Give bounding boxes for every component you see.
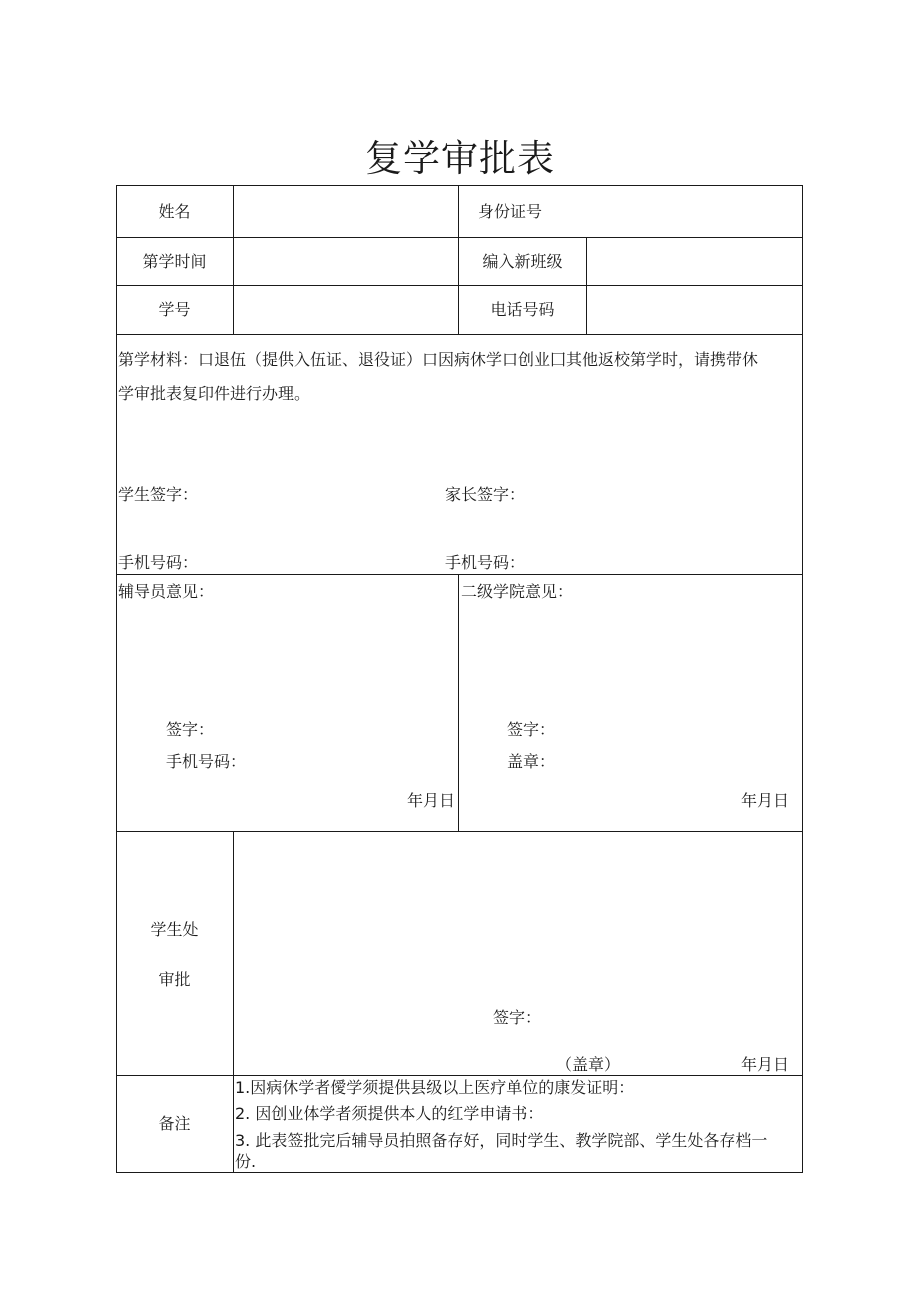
new-class-label: 编入新班级	[482, 252, 563, 271]
college-seal-label: 盖章：	[507, 752, 556, 771]
student-no-field[interactable]	[234, 286, 458, 334]
remark-note-3-line-2: 份.	[235, 1152, 257, 1171]
materials-line-1: 第学材料：口退伍（提供入伍证、退役证）口因病休学口创业囗其他返校第学时，请携带休	[118, 350, 759, 369]
student-signature-label: 学生签字：	[118, 485, 199, 504]
id-number-field[interactable]	[586, 186, 802, 237]
counselor-date-label: 年月日	[407, 791, 456, 810]
return-time-label: 第学时间	[142, 252, 207, 271]
new-class-field[interactable]	[587, 238, 802, 285]
name-field[interactable]	[234, 186, 458, 237]
form-title: 复学审批表	[365, 137, 555, 180]
college-signature-label: 签字：	[507, 720, 556, 739]
row-divider	[116, 1075, 803, 1076]
office-date-label: 年月日	[741, 1055, 790, 1074]
row-divider	[116, 334, 803, 335]
college-date-label: 年月日	[741, 791, 790, 810]
parent-signature-label: 家长签字：	[445, 485, 526, 504]
column-divider	[458, 574, 459, 832]
office-label-line-2: 审批	[158, 970, 191, 989]
id-number-label: 身份证号	[478, 202, 543, 221]
materials-line-2: 学审批表复印件进行办理。	[118, 384, 311, 403]
student-no-label: 学号	[158, 300, 191, 319]
column-divider	[233, 831, 234, 1173]
phone-field[interactable]	[587, 286, 802, 334]
remark-note-1: 1.因病休学者僾学须提供县级以上医疗单位的康发证明：	[235, 1078, 635, 1097]
table-border-left	[116, 185, 117, 1173]
table-border-bottom	[116, 1172, 803, 1173]
counselor-phone-label: 手机号码：	[166, 752, 247, 771]
table-border-right	[802, 185, 803, 1173]
phone-label: 电话号码	[490, 300, 555, 319]
row-divider	[116, 574, 803, 575]
student-phone-label: 手机号码：	[118, 553, 199, 572]
name-label: 姓名	[158, 202, 191, 221]
remark-note-2: 2. 因创业体学者须提供本人的红学申请书：	[235, 1104, 544, 1123]
office-signature-label: 签字：	[493, 1008, 542, 1027]
counselor-signature-label: 签字：	[166, 720, 215, 739]
remarks-label: 备注	[158, 1114, 191, 1133]
college-opinion-heading: 二级学院意见：	[461, 582, 574, 601]
office-label-line-1: 学生处	[150, 920, 199, 939]
return-time-field[interactable]	[234, 238, 458, 285]
office-seal-label: （盖章）	[556, 1055, 621, 1074]
row-divider	[116, 831, 803, 832]
counselor-opinion-heading: 辅导员意见：	[118, 582, 215, 601]
remark-note-3-line-1: 3. 此表签批完后辅导员拍照备存好，同时学生、教学院部、学生处各存档一	[235, 1131, 768, 1150]
parent-phone-label: 手机号码：	[445, 553, 526, 572]
